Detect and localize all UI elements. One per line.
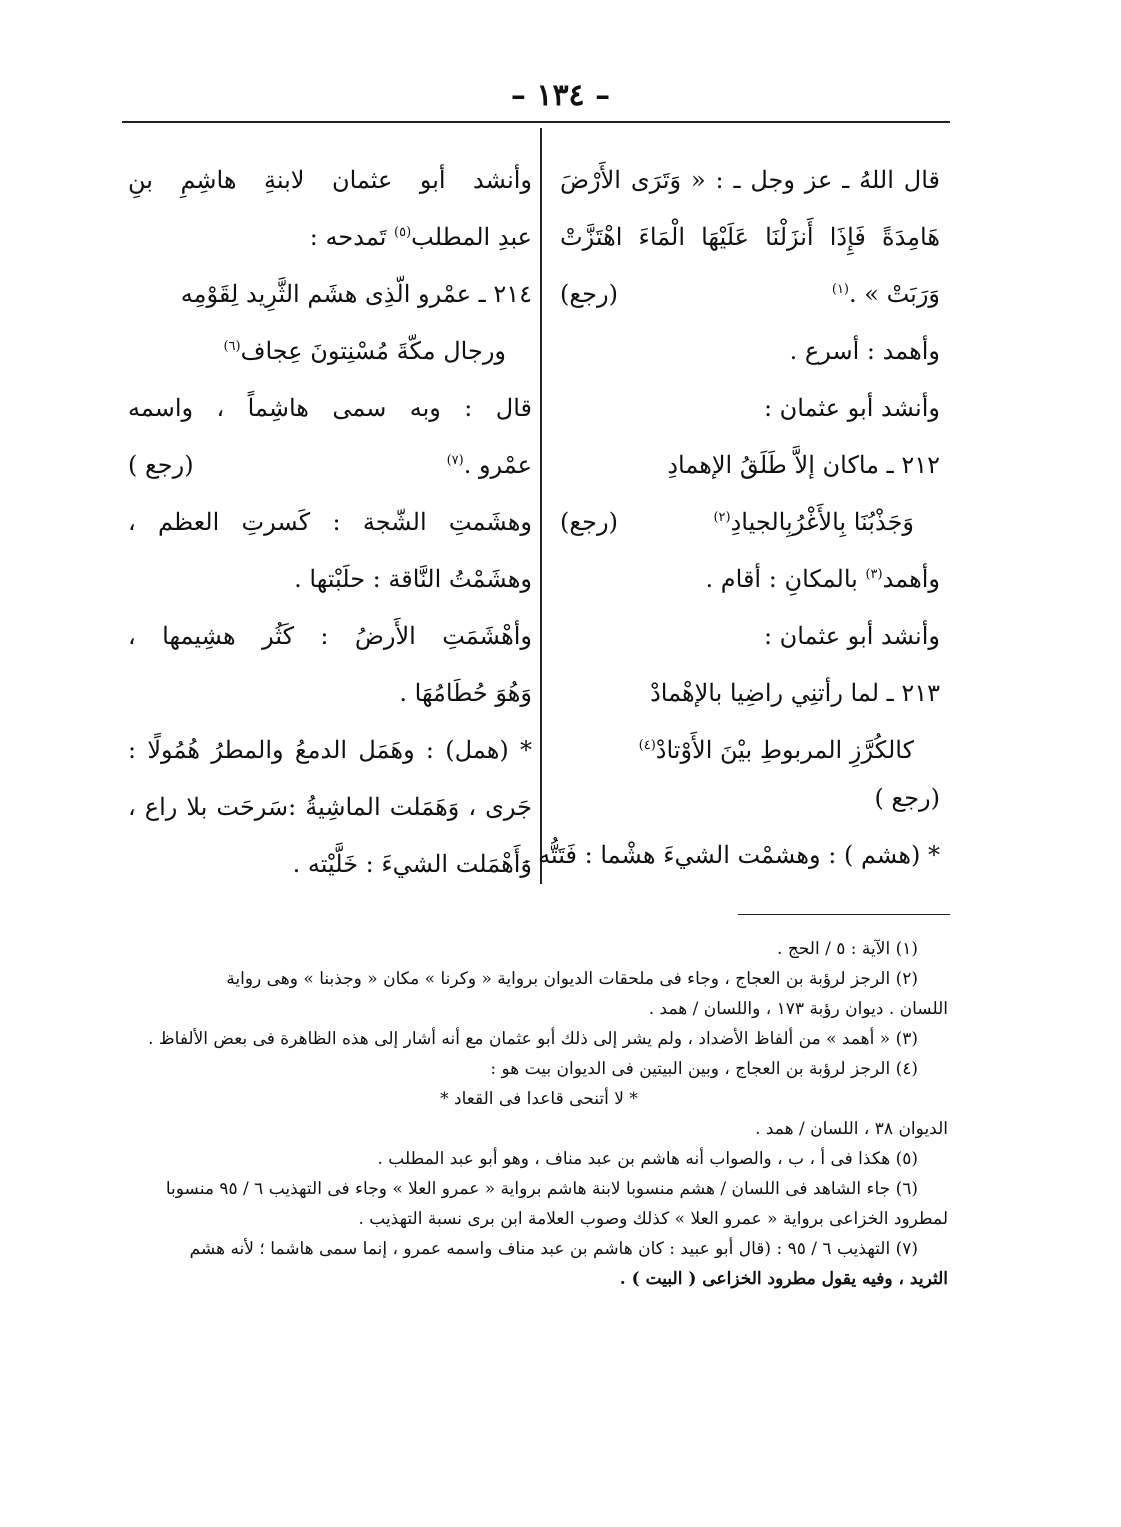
- footnote-verse: * لا أتنحى قاعدا فى القعاد *: [440, 1089, 638, 1109]
- text: بالمكانِ : أقام .: [705, 565, 858, 593]
- footnote-ref: (١): [831, 282, 849, 297]
- page-number: – ١٣٤ –: [510, 78, 611, 113]
- verse-text: كالكُرَّزِ المربوطِ بيْنَ الأَوْتادْ: [655, 736, 914, 764]
- entry-heading: * (همل) : وهَمَل الدمعُ والمطرُ هُمُولًا :: [128, 736, 532, 764]
- left-column: [128, 152, 532, 893]
- footnote: (١) الآية : ٥ / الحج .: [777, 939, 918, 959]
- text-line: وأهمد : أسرع .: [789, 337, 940, 365]
- text-line: وَأَهْمَلت الشيءَ : خَلَّيْته .: [292, 850, 532, 878]
- verse-line: ٢١٢ ـ ماكان إلاَّ طَلَقُ الإهمادِ: [667, 451, 940, 479]
- footnote-continuation: اللسان . ديوان رؤبة ١٧٣ ، واللسان / همد .: [648, 999, 948, 1019]
- text-line: وأهْشَمَتِ الأَرضُ : كَثُر هشِيمها ،: [128, 622, 532, 650]
- footnote-ref: (٣): [865, 567, 883, 582]
- footnote-ref: (٧): [446, 453, 464, 468]
- verse-line: [128, 323, 532, 380]
- footnote-continuation: لمطرود الخزاعى برواية « عمرو العلا » كذلك وصوب العلامة ابن برى نسبة التهذيب .: [358, 1209, 948, 1229]
- right-column: [522, 152, 940, 884]
- header-rule: [122, 121, 950, 123]
- column-divider: [540, 128, 542, 884]
- text-line: قال اللهُ ـ عز وجل ـ : « وَتَرَى الأَرْضَ: [560, 166, 940, 194]
- verse-text: وَجَذْبُنَا بِالأَغْرُبِالجيادِ: [730, 508, 914, 536]
- footnote-ref: (٢): [713, 510, 731, 525]
- footnote-ref: (٥): [394, 225, 412, 240]
- text-line: جَرى ، وَهَمَلت الماشِيةُ :سَرحَت بلا راع ،: [128, 793, 532, 821]
- text-line: [560, 266, 940, 323]
- text-line: [560, 551, 940, 608]
- return-tag: (رجع): [560, 280, 618, 308]
- text: عبدِ المطلب: [411, 223, 532, 251]
- entry-heading: * (هشم ) : وهشمْت الشيءَ هشْما : فَتَتُّه .: [522, 841, 940, 869]
- verse-line: ٢١٣ ـ لما رأتنِي راضِيا بالإهْمادْ: [650, 679, 940, 707]
- text-line: وهشَمْتُ النَّاقة : حلَبْتها .: [294, 565, 532, 593]
- verse-line: [560, 722, 940, 770]
- return-tag-line: (رجع ): [874, 784, 940, 812]
- footnote-rule: [738, 914, 950, 915]
- text-line: [128, 437, 532, 494]
- text-line: وأنشد أبو عثمان :: [763, 394, 940, 422]
- text-line: هَامِدَةً فَإِذَا أَنزَلْنَا عَلَيْهَا الْمَاءَ اهْتَزَّتْ: [560, 223, 940, 251]
- text-line: وأنشد أبو عثمان لابنةِ هاشِمِ بنِ: [128, 166, 532, 194]
- return-tag: (رجع): [560, 508, 618, 536]
- text: عمْرو .: [463, 451, 532, 479]
- footnote: (٤) الرجز لرؤبة بن العجاج ، وبين البيتين فى الديوان بيت هو :: [490, 1059, 918, 1079]
- text: وأهمد: [882, 565, 940, 593]
- footnote: (٦) جاء الشاهد فى اللسان / هشم منسوبا لابنة هاشم برواية « عمرو العلا » وجاء فى التهذيب ٦ / ٩٥ منسوبا: [165, 1179, 918, 1199]
- verse-line: ٢١٤ ـ عمْرو الّذِى هشَم الثَّرِيد لِقَوْمِه: [180, 280, 532, 308]
- footnote: (٢) الرجز لرؤبة بن العجاج ، وجاء فى ملحقات الديوان برواية « وكرنا » مكان « وجذبنا » وهى رواية: [226, 969, 918, 989]
- return-tag: (رجع ): [128, 451, 194, 479]
- footnote-ref: (٤): [638, 738, 656, 753]
- text-line: وَهُوَ حُطَامُهَا .: [399, 679, 532, 707]
- footnote: (٣) « أهمد » من ألفاظ الأضداد ، ولم يشر إلى ذلك أبو عثمان مع أنه أشار إلى هذه الظاهرة فى بعض الألفاظ .: [148, 1029, 918, 1049]
- footnote-continuation: الثريد ، وفيه يقول مطرود الخزاعى ( البيت ) .: [619, 1269, 948, 1289]
- footnote-continuation: الديوان ٣٨ ، اللسان / همد .: [755, 1119, 948, 1139]
- footnote: (٧) التهذيب ٦ / ٩٥ : (قال أبو عبيد : كان هاشم بن عبد مناف واسمه عمرو ، إنما سمى هاشما ؛ لأنه هشم: [189, 1239, 918, 1259]
- verse-text: ورجال مكّةَ مُسْنِتونَ عِجاف: [240, 337, 506, 365]
- footnote-ref: (٦): [223, 339, 241, 354]
- verse-end: وَرَبَتْ » .: [849, 280, 940, 308]
- footnotes: [130, 934, 948, 1294]
- text-line: قال : وبه سمى هاشِماً ، واسمه: [128, 394, 532, 422]
- verse-line: [560, 494, 940, 551]
- footnote: (٥) هكذا فى أ ، ب ، والصواب أنه هاشم بن عبد مناف ، وهو أبو عبد المطلب .: [377, 1149, 918, 1169]
- text-line: [128, 209, 532, 266]
- text-line: وأنشد أبو عثمان :: [763, 622, 940, 650]
- text-line: وهشَمتِ الشّجة : كَسرتِ العظم ،: [128, 508, 532, 536]
- text: تَمدحه :: [309, 223, 387, 251]
